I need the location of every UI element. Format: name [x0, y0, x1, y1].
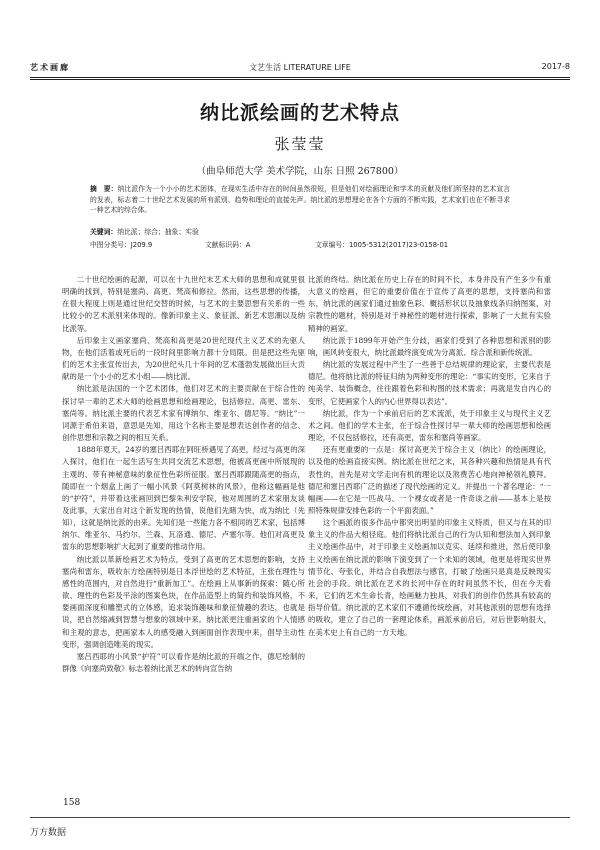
header-rule-thin: [30, 79, 570, 80]
paragraph: 纳比派于1899年开始产生分歧，画家们受到了各种思想和派别的影响，画风转变很大，纳比派最终演变成为分离派、综合派和新传统派。: [308, 335, 551, 357]
journal-section-name: 艺术画廊: [30, 63, 70, 72]
paragraph: 还有更重要的一点是：探讨高更关于综合主义（纳比）的绘画理论，以及他的绘画直接实例。纳比派在世纪之末，其各种兴趣和热情是具有代表性的，首先是对文学走向有机的理论以及煞费苦心地向神秘领礼膜拜。德尼和塞吕西耶广泛的描述了现代绘画的定义。并提出一个著名理论：“一幅画——在它是一匹战马、一个裸女或者是一件奇谈之前——基本上是按照特殊规律安排色彩的一个平面表面。”: [308, 445, 551, 515]
paragraph: 比派的终结。纳比派在历史上存在的时间不长，本身并没有产生多少有重大意义的绘画，但它的重要价值在于宣传了高更的思想，支持塞尚和雷东，纳比派的画家们通过抽象色彩、概括形状以及抽象线条归纳图案，对宗教性的题材，特别是对于神秘性的题材进行探索，影响了一大批有实验精神的画家。: [308, 275, 551, 333]
article-author: 张莹莹: [274, 135, 326, 153]
paragraph: 二十世纪绘画的起源，可以在十九世纪末艺术大师的思想和成就里很明确的找到，特别是塞尚、高更、梵高和修拉。然而，这些思想的传播，在很大程度上则是通过世纪交替的时候，与艺术的主要思想有关系的一些比较小的艺术派别来体现的。像新印象主义、象征派、新艺术思潮以及纳比派等。: [62, 275, 305, 333]
body-column-left: [62, 274, 305, 675]
abstract: [90, 184, 510, 216]
footer-rule: [30, 817, 570, 818]
source-watermark: 万方数据: [30, 828, 67, 838]
article-number: 文章编号：1005-5312(2017)23-0158-01: [315, 241, 449, 249]
paragraph: 1888年夏天，24岁的塞吕西耶在阿旺桥遇见了高更，经过与高更的深入探讨，他们在一起生活写生共同交流艺术思想，他被高更画中所展现的主观的、带有神秘意味的象征性色彩所征服。塞吕西耶跟随高更的指点，随即在一个烟盒上画了一幅小风景《阿莫树林的风景》，他称这幅画是他的“护符”，并带着这张画回到巴黎朱利安学院，他对周围的艺术家朋友谈及此事，大家出自对这个新发现的热情，说他们先睹为快，成为纳比（先知），这就是纳比派的由来。先知们是一些能力各不相同的艺术家，包括博纳尔、维亚尔、马约尔、兰森、瓦洛通、德尼、卢塞尔等。他们对高更及雷东的思想影响扩大起到了重要的推动作用。: [62, 445, 305, 552]
keywords: [90, 226, 510, 236]
clc-number: 中图分类号：J209.9: [90, 241, 153, 249]
paragraph: 纳比派以革新绘画艺术为特点，受到了高更的艺术思想的影响，支持塞尚和雷东，吸收东方绘画特别是日本浮世绘的艺术特征，主张在理性与感性的范围内，对自然进行“重新加工”。在绘画上从事新的探索：随心所欲、理性的色彩及平涂的图案色块，在作品造型上的简约和装饰风格，不要画面深度和雕塑式的立体感，追求装饰趣味和象征情趣的表达，也就是说，把自然缩减到智慧与想象的领域中来。纳比派更注重画家的个人情感和主观的意志，把画家本人的感受融入到画面创作表现中来，倡导主动性变形，强调创造唯美的现实。: [62, 554, 305, 649]
abstract-label: 摘 要：: [90, 185, 118, 193]
abstract-text: 纳比派作为一个小小的艺术团体，在现实生活中存在的时间虽然很短，但是他们对绘画理论和学术的贡献及他们所坚持的艺术宣言的发表，标志着二十世纪艺术发展的所有派别、趋势和理论的直接先声。纳比派的思想理论在各个方面的不断实践，艺术家们也在不断寻求一种艺术的综合体。: [90, 185, 510, 214]
author-affiliation: （曲阜师范大学 美术学院，山东 日照 267800）: [196, 166, 404, 177]
running-header: [30, 62, 570, 76]
keywords-text: 纳比派；综合；抽象；实验: [117, 228, 199, 236]
article-title: 纳比派绘画的艺术特点: [199, 102, 400, 124]
journal-title: 文艺生活 LITERATURE LIFE: [249, 63, 351, 72]
body-column-right: [308, 274, 551, 639]
paragraph: 纳比派，作为一个承前启后的艺术流派，处于印象主义与现代主义艺术之间。他们的学术主张，在于综合性探讨早一辈大师的绘画思想和绘画理论，不仅包括修拉，还有高更，雷东和塞尚等画家。: [308, 408, 551, 443]
classification-line: [90, 239, 510, 251]
paragraph: 塞吕西耶的小风景“护符”可以看作是纳比派的开端之作，德尼绘制的群像《向塞尚致敬》标志着纳比派艺术的转向宣告纳: [62, 651, 305, 673]
page-number: 158: [63, 798, 81, 808]
document-code: 文献标识码：A: [205, 241, 251, 249]
paragraph: 这个画派的很多作品中都突出明显的印象主义特质，但又与在其的印象主义的作品大相径庭。他们将纳比派自己的行为认知和想法加入到印象主义绘画作品中，对于印象主义绘画加以克实、延续和推进，然后使印象主义绘画在纳比派的影响下演变到了一个未知的领域，他更是将现实世界情节化、夸张化，并结合自我想法与感官，打破了绘画只是真是反映现实社会的手段。纳比派在艺术的长河中存在的时间虽然不长，但在今天看来，它们的艺术生命长青，绘画魅力独具，对我们的创作仍然具有较高的指导价值。纳比派的艺术家们不遵循传统绘画，对其他派别的思想有选择的吸收，建立了自己的一套理论体系，画派承前启后，对后世影响很大，在美术史上有自己的一方天地。: [308, 518, 551, 637]
issue-number: 2017-8: [541, 62, 570, 71]
paragraph: 纳比派的发展过程中产生了一些善于总结规律的理论家，主要代表是德尼。他将纳比派的特征归纳为两种变形的理论：“事实的变形，它来自于纯美学、装饰概念，往往跟着色彩和构图的技术需求；再就是发自内心的变形，它使画家个人的内心世界得以表达”。: [308, 360, 551, 406]
keywords-label: 关键词：: [90, 228, 118, 236]
header-rule-thick: [30, 77, 570, 78]
paragraph: 后印象主义画家塞尚、梵高和高更是20世纪现代主义艺术的先驱人物，在他们活着或死后的一段时间里影响力都十分局限。但是把这些先驱们的艺术主张宣传出去，为20世纪头几十年间的艺术蓬勃发展做出巨大贡献的是一个小小的艺术小组——纳比派。: [62, 335, 305, 382]
paragraph: 纳比派是法国的一个艺术团体，他们对艺术的主要贡献在于综合性的探讨早一辈的艺术大师的绘画思想和绘画理论，包括修拉、高更、雷东、塞尚等。纳比派主要的代表艺术家有博纳尔、维亚尔、德尼等。“纳比”一词源于希伯来语，意思是先知，用这个名称主要是想表达创作者的信念、创作思想和宗教之间的相互关系。: [62, 384, 305, 443]
